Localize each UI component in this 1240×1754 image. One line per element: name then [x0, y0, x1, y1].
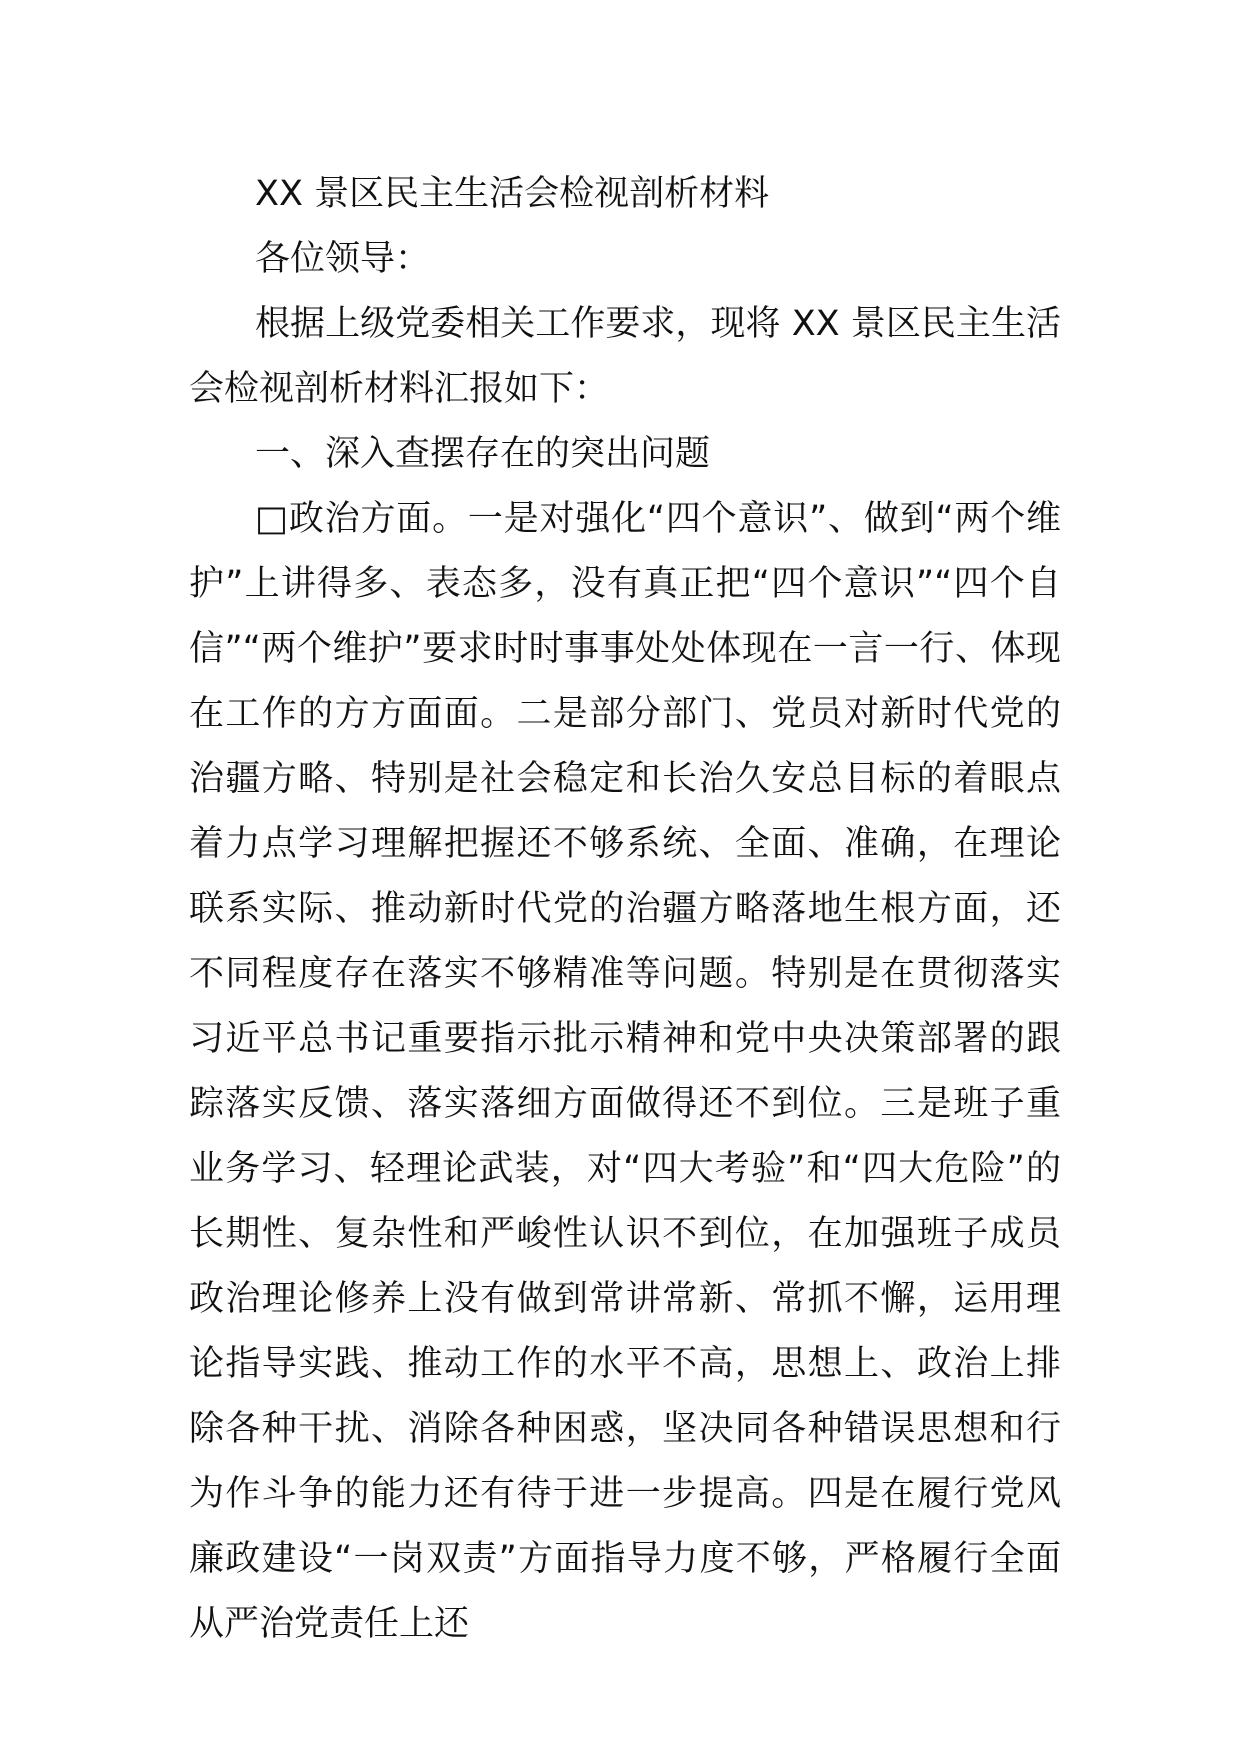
document-title: XX 景区民主生活会检视剖析材料 [255, 174, 770, 214]
section-heading: 一、深入查摆存在的突出问题 [255, 434, 711, 474]
body-paragraph: □政治方面。一是对强化“四个意识”、做到“两个维护”上讲得多、表态多，没有真正把“四个意识”“四个自信”“两个维护”要求时时事事处处体现在一言一行、体现在工作的方方面面。二是部分部门、党员对新时代党的治疆方略、特别是社会稳定和长治久安总目标的着眼点着力点学习理解把握还不够系统、全面、准确，在理论联系实际、推动新时代党的治疆方略落地生根方面，还不同程度存在落实不够精准等问题。特别是在贯彻落实习近平总书记重要指示批示精神和党中央决策部署的跟踪落实反馈、落实落细方面做得还不到位。三是班子重业务学习、轻理论武装，对“四大考验”和“四大危险”的长期性、复杂性和严峻性认识不到位，在加强班子成员政治理论修养上没有做到常讲常新、常抓不懈，运用理论指导实践、推动工作的水平不高，思想上、政治上排除各种干扰、消除各种困惑，坚决同各种错误思想和行为作斗争的能力还有待于进一步提高。四是在履行党风廉政建设“一岗双责”方面指导力度不够，严格履行全面从严治党责任上还 [189, 499, 1062, 1644]
salutation: 各位领导： [255, 239, 431, 279]
document-body [189, 162, 1061, 1657]
intro-paragraph: 根据上级党委相关工作要求，现将 XX 景区民主生活会检视剖析材料汇报如下： [189, 304, 1061, 409]
